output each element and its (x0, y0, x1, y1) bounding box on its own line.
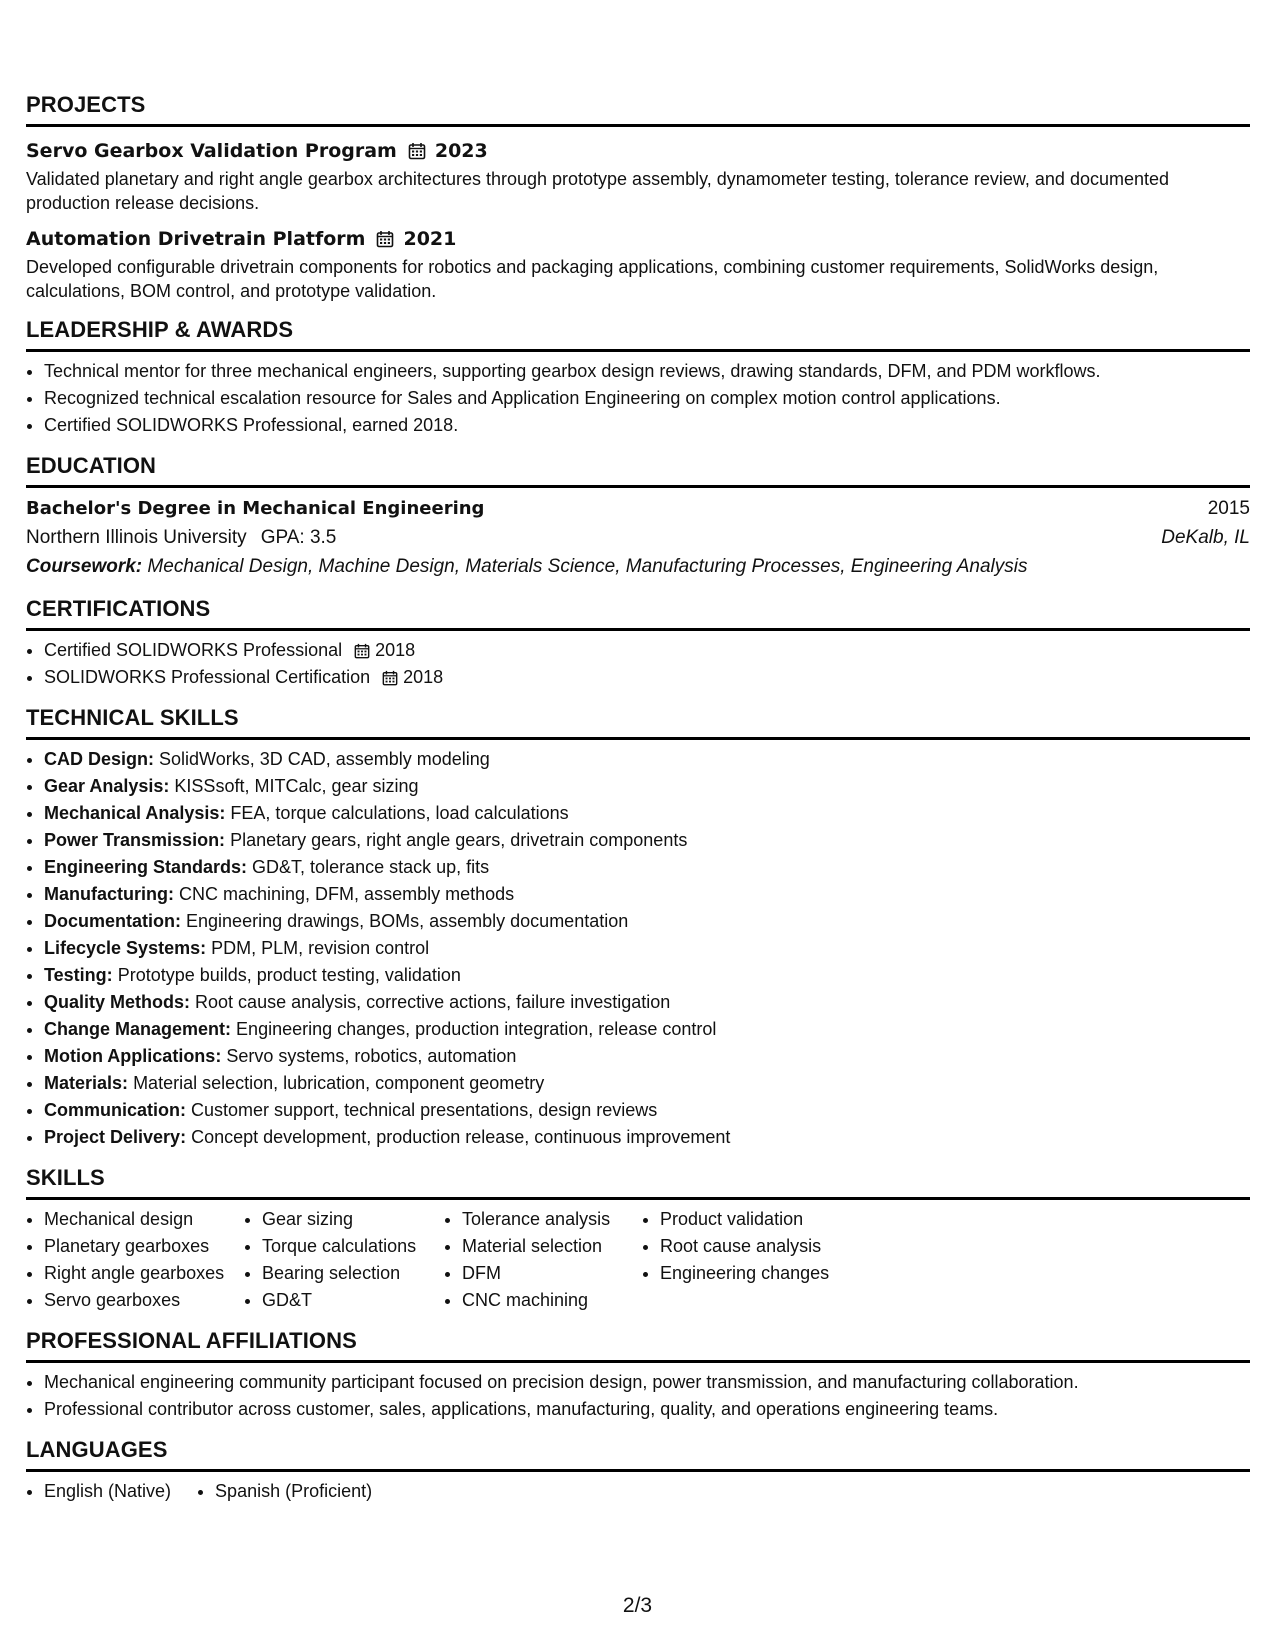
list-item: • Material selection (462, 1233, 642, 1260)
list-item (44, 881, 1250, 908)
list-item: • Planetary gearboxes (44, 1233, 244, 1260)
skill-value: Planetary gears, right angle gears, drivetrain components (230, 830, 688, 850)
list-item (44, 773, 1250, 800)
education-degree: Bachelor's Degree in Mechanical Engineering (26, 498, 485, 519)
skill-label: Documentation: (44, 911, 181, 931)
list-item: • Professional contributor across customer, sales, applications, manufacturing, quality, and operations engineering teams. (44, 1396, 1250, 1423)
list-item: • Right angle gearboxes (44, 1260, 244, 1287)
skill-label: Quality Methods: (44, 992, 191, 1012)
skills-column (642, 1206, 880, 1314)
project-year: 2023 (434, 140, 488, 162)
list-item: • English (Native) (44, 1478, 171, 1505)
calendar-icon (376, 230, 394, 248)
list-item: • Torque calculations (262, 1233, 444, 1260)
section-title-education: EDUCATION (26, 453, 1250, 488)
list-item: • GD&T (262, 1287, 444, 1314)
section-title-projects: PROJECTS (26, 92, 1250, 127)
education-university: Northern Illinois University (26, 527, 247, 548)
list-item (44, 1016, 1250, 1043)
technical-skills-list (26, 746, 1250, 1151)
skill-value: Engineering changes, production integration, release control (236, 1019, 717, 1039)
list-item: • Mechanical engineering community participant focused on precision design, power transmission, and manufacturing collaboration. (44, 1369, 1250, 1396)
list-item: • Root cause analysis (660, 1233, 880, 1260)
leadership-list (26, 358, 1250, 439)
skill-label: Gear Analysis: (44, 776, 170, 796)
project-item (26, 137, 1250, 215)
list-item: • Technical mentor for three mechanical engineers, supporting gearbox design reviews, drawing standards, DFM, and PDM workflows. (44, 358, 1250, 385)
skill-label: Project Delivery: (44, 1127, 187, 1147)
certification-name: SOLIDWORKS Professional Certification (44, 667, 371, 687)
affiliations-section (26, 1328, 1250, 1423)
list-item: • DFM (462, 1260, 642, 1287)
skill-value: Material selection, lubrication, component geometry (133, 1073, 545, 1093)
certification-item (44, 664, 1250, 691)
languages-section (26, 1437, 1250, 1505)
section-title-skills: SKILLS (26, 1165, 1250, 1200)
section-title-certifications: CERTIFICATIONS (26, 596, 1250, 631)
list-item: • Product validation (660, 1206, 880, 1233)
skill-value: FEA, torque calculations, load calculations (230, 803, 569, 823)
certification-name: Certified SOLIDWORKS Professional (44, 640, 343, 660)
certification-item (44, 637, 1250, 664)
skill-label: Power Transmission: (44, 830, 226, 850)
list-item: • Certified SOLIDWORKS Professional, earned 2018. (44, 412, 1250, 439)
education-coursework (26, 552, 1250, 582)
project-item (26, 225, 1250, 303)
list-item (44, 1097, 1250, 1124)
skill-label: Materials: (44, 1073, 129, 1093)
project-description: Developed configurable drivetrain components for robotics and packaging applications, combining customer requirements, SolidWorks design, calculations, BOM control, and prototype validation. (26, 257, 1159, 301)
coursework-label: Coursework: (26, 556, 143, 577)
certifications-section (26, 596, 1250, 691)
calendar-icon (382, 670, 398, 686)
skill-value: KISSsoft, MITCalc, gear sizing (174, 776, 419, 796)
section-title-technical-skills: TECHNICAL SKILLS (26, 705, 1250, 740)
skill-value: Root cause analysis, corrective actions, failure investigation (195, 992, 671, 1012)
list-item (44, 1124, 1250, 1151)
skills-column (244, 1206, 444, 1314)
skill-value: Customer support, technical presentations, design reviews (191, 1100, 658, 1120)
projects-section (26, 92, 1250, 303)
skill-value: Engineering drawings, BOMs, assembly documentation (186, 911, 629, 931)
project-year: 2021 (403, 228, 457, 250)
skill-label: Lifecycle Systems: (44, 938, 207, 958)
skill-value: Servo systems, robotics, automation (226, 1046, 517, 1066)
section-title-leadership: LEADERSHIP & AWARDS (26, 317, 1250, 352)
list-item (44, 935, 1250, 962)
section-title-languages: LANGUAGES (26, 1437, 1250, 1472)
skill-label: Mechanical Analysis: (44, 803, 226, 823)
technical-skills-section (26, 705, 1250, 1151)
calendar-icon (408, 142, 426, 160)
education-section (26, 453, 1250, 582)
skill-label: Change Management: (44, 1019, 232, 1039)
list-item (44, 1070, 1250, 1097)
skill-value: Prototype builds, product testing, validation (117, 965, 461, 985)
list-item (44, 854, 1250, 881)
list-item (44, 908, 1250, 935)
education-location: DeKalb, IL (1161, 527, 1250, 548)
list-item (44, 800, 1250, 827)
list-item: • CNC machining (462, 1287, 642, 1314)
coursework-list: Mechanical Design, Machine Design, Materials Science, Manufacturing Processes, Engineering Analysis (147, 556, 1028, 577)
skill-value: SolidWorks, 3D CAD, assembly modeling (159, 749, 490, 769)
list-item: • Recognized technical escalation resource for Sales and Application Engineering on complex motion control applications. (44, 385, 1250, 412)
section-title-affiliations: PROFESSIONAL AFFILIATIONS (26, 1328, 1250, 1363)
list-item (44, 1043, 1250, 1070)
list-item (44, 989, 1250, 1016)
list-item: • Servo gearboxes (44, 1287, 244, 1314)
list-item: • Mechanical design (44, 1206, 244, 1233)
list-item: • Spanish (Proficient) (215, 1478, 372, 1505)
languages-list (26, 1478, 1250, 1505)
skill-label: Motion Applications: (44, 1046, 222, 1066)
project-description: Validated planetary and right angle gearbox architectures through prototype assembly, dynamometer testing, tolerance review, and documented production release decisions. (26, 169, 1170, 213)
skill-label: Manufacturing: (44, 884, 174, 904)
skills-column (444, 1206, 642, 1314)
calendar-icon (354, 643, 370, 659)
project-name: Automation Drivetrain Platform (26, 228, 366, 250)
skill-value: PDM, PLM, revision control (211, 938, 430, 958)
project-header (26, 137, 1250, 165)
page-number: 2/3 (622, 1594, 653, 1617)
list-item (44, 827, 1250, 854)
leadership-section (26, 317, 1250, 439)
list-item: • Tolerance analysis (462, 1206, 642, 1233)
affiliations-list (26, 1369, 1250, 1423)
certification-year: 2018 (375, 640, 416, 660)
skill-value: Concept development, production release, continuous improvement (191, 1127, 731, 1147)
education-year: 2015 (1207, 498, 1250, 519)
skill-label: Communication: (44, 1100, 186, 1120)
project-header (26, 225, 1250, 253)
skill-value: CNC machining, DFM, assembly methods (179, 884, 515, 904)
list-item: • Gear sizing (262, 1206, 444, 1233)
skills-grid (26, 1206, 1250, 1314)
list-item: • Bearing selection (262, 1260, 444, 1287)
certification-year: 2018 (403, 667, 444, 687)
skill-label: CAD Design: (44, 749, 155, 769)
skills-column (26, 1206, 244, 1314)
education-degree-row (26, 494, 1250, 523)
education-gpa: GPA: 3.5 (260, 527, 337, 548)
list-item (44, 746, 1250, 773)
skill-label: Testing: (44, 965, 113, 985)
list-item: • Engineering changes (660, 1260, 880, 1287)
certifications-list (26, 637, 1250, 691)
education-school-row (26, 523, 1250, 552)
skill-value: GD&T, tolerance stack up, fits (252, 857, 490, 877)
project-name: Servo Gearbox Validation Program (26, 140, 397, 162)
resume-page (26, 92, 1250, 1519)
skills-section (26, 1165, 1250, 1314)
list-item (44, 962, 1250, 989)
skill-label: Engineering Standards: (44, 857, 248, 877)
